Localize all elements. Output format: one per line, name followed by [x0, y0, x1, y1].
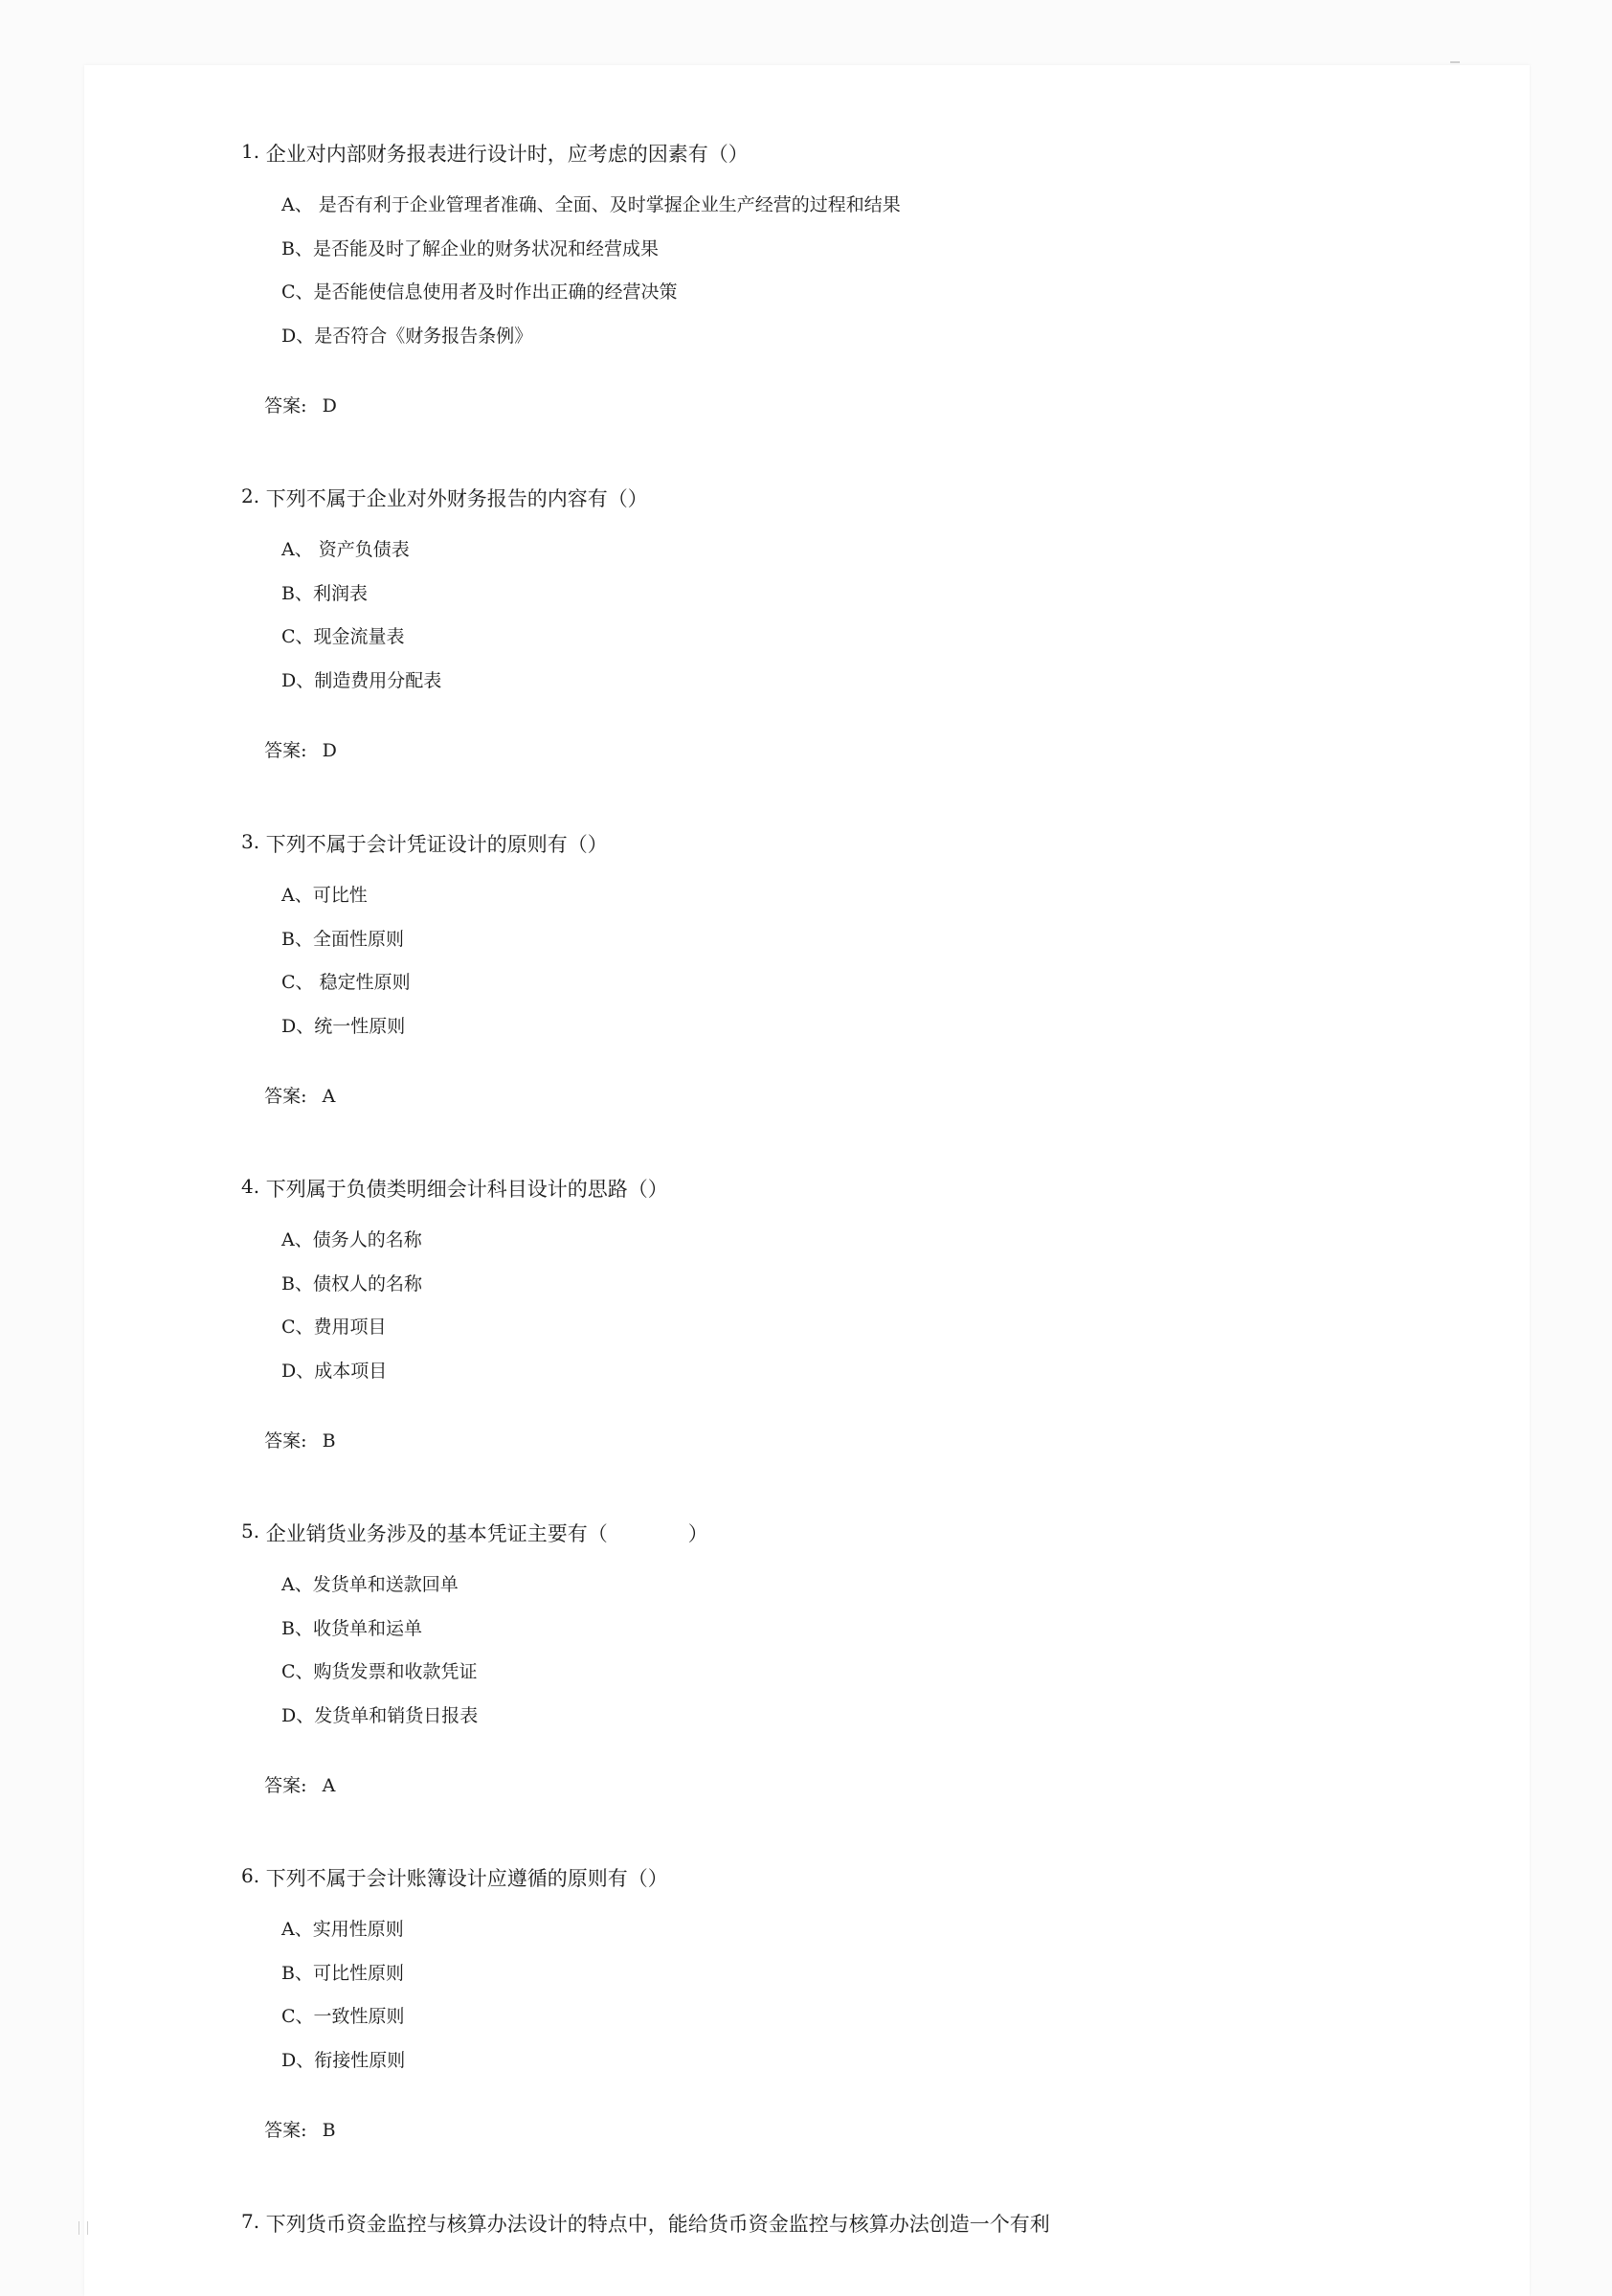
- question-number: 4.: [241, 1175, 260, 1198]
- option-list: [281, 883, 1438, 1039]
- option-a: A、债务人的名称: [281, 1229, 422, 1250]
- answer-line: [241, 2093, 1438, 2168]
- option-c: C、现金流量表: [281, 626, 405, 647]
- question-number: 7.: [241, 2210, 260, 2233]
- answer-line: [241, 713, 1438, 788]
- question-number: 2.: [241, 484, 260, 507]
- option-list: [281, 1917, 1438, 2073]
- option-b: B、债权人的名称: [281, 1272, 422, 1294]
- question-4: [241, 1175, 1438, 1478]
- option-a: A、 资产负债表: [281, 539, 410, 560]
- answer-label: 答案:: [264, 739, 307, 761]
- question-text: 下列不属于企业对外财务报告的内容有（）: [265, 487, 648, 510]
- option-b: B、是否能及时了解企业的财务状况和经营成果: [281, 237, 659, 259]
- question-text: 下列不属于会计凭证设计的原则有（）: [265, 833, 608, 856]
- option-a: A、 是否有利于企业管理者准确、全面、及时掌握企业生产经营的过程和结果: [281, 194, 901, 215]
- option-a: A、实用性原则: [281, 1919, 404, 1940]
- answer-label: 答案:: [264, 394, 307, 416]
- question-text: 下列不属于会计账簿设计应遵循的原则有（）: [265, 1867, 668, 1890]
- question-title: [241, 484, 1438, 513]
- option-d: D、制造费用分配表: [281, 669, 442, 691]
- page-edge-mark: [78, 2221, 88, 2235]
- option-d: D、发货单和销货日报表: [281, 1704, 479, 1726]
- question-text: 下列货币资金监控与核算办法设计的特点中，能给货币资金监控与核算办法创造一个有利: [265, 2213, 1050, 2236]
- question-1: [241, 140, 1438, 443]
- answer-value: B: [322, 1429, 336, 1452]
- answer-value: A: [322, 1774, 336, 1796]
- answer-label: 答案:: [264, 1774, 307, 1796]
- page-corner-mark: [1450, 61, 1460, 63]
- option-b: B、可比性原则: [281, 1962, 404, 1984]
- question-title: [241, 2210, 1438, 2239]
- answer-label: 答案:: [264, 1085, 307, 1107]
- option-d: D、统一性原则: [281, 1015, 406, 1037]
- option-list: [281, 537, 1438, 693]
- question-5: [241, 1519, 1438, 1823]
- question-number: 5.: [241, 1519, 260, 1542]
- question-number: 3.: [241, 830, 260, 853]
- question-3: [241, 830, 1438, 1134]
- question-title: [241, 140, 1438, 169]
- question-text: 下列属于负债类明细会计科目设计的思路（）: [265, 1178, 668, 1201]
- answer-value: D: [322, 394, 337, 416]
- question-text: 企业销货业务涉及的基本凭证主要有（ ）: [265, 1522, 708, 1545]
- option-c: C、 稳定性原则: [281, 972, 411, 993]
- option-a: A、可比性: [281, 885, 368, 906]
- answer-label: 答案:: [264, 1429, 307, 1452]
- option-d: D、成本项目: [281, 1360, 388, 1382]
- option-c: C、费用项目: [281, 1317, 387, 1338]
- answer-line: [241, 1748, 1438, 1823]
- option-c: C、一致性原则: [281, 2006, 405, 2027]
- answer-line: [241, 369, 1438, 443]
- question-title: [241, 830, 1438, 859]
- answer-value: A: [322, 1085, 336, 1107]
- question-7: [241, 2210, 1438, 2239]
- question-2: [241, 484, 1438, 788]
- option-c: C、是否能使信息使用者及时作出正确的经营决策: [281, 281, 678, 303]
- question-title: [241, 1864, 1438, 1893]
- option-b: B、利润表: [281, 582, 368, 604]
- option-c: C、购货发票和收款凭证: [281, 1661, 478, 1682]
- answer-value: B: [322, 2119, 336, 2141]
- question-text: 企业对内部财务报表进行设计时，应考虑的因素有（）: [265, 143, 749, 166]
- answer-value: D: [322, 739, 337, 761]
- question-number: 1.: [241, 140, 260, 163]
- option-d: D、是否符合《财务报告条例》: [281, 325, 533, 347]
- question-title: [241, 1175, 1438, 1204]
- option-list: [281, 192, 1438, 349]
- answer-line: [241, 1404, 1438, 1478]
- option-list: [281, 1227, 1438, 1384]
- question-6: [241, 1864, 1438, 2168]
- answer-label: 答案:: [264, 2119, 307, 2141]
- option-a: A、发货单和送款回单: [281, 1574, 459, 1595]
- answer-line: [241, 1059, 1438, 1134]
- option-d: D、衔接性原则: [281, 2049, 406, 2071]
- option-b: B、收货单和运单: [281, 1617, 422, 1639]
- question-title: [241, 1519, 1438, 1548]
- option-b: B、全面性原则: [281, 928, 404, 950]
- question-number: 6.: [241, 1864, 260, 1887]
- option-list: [281, 1572, 1438, 1728]
